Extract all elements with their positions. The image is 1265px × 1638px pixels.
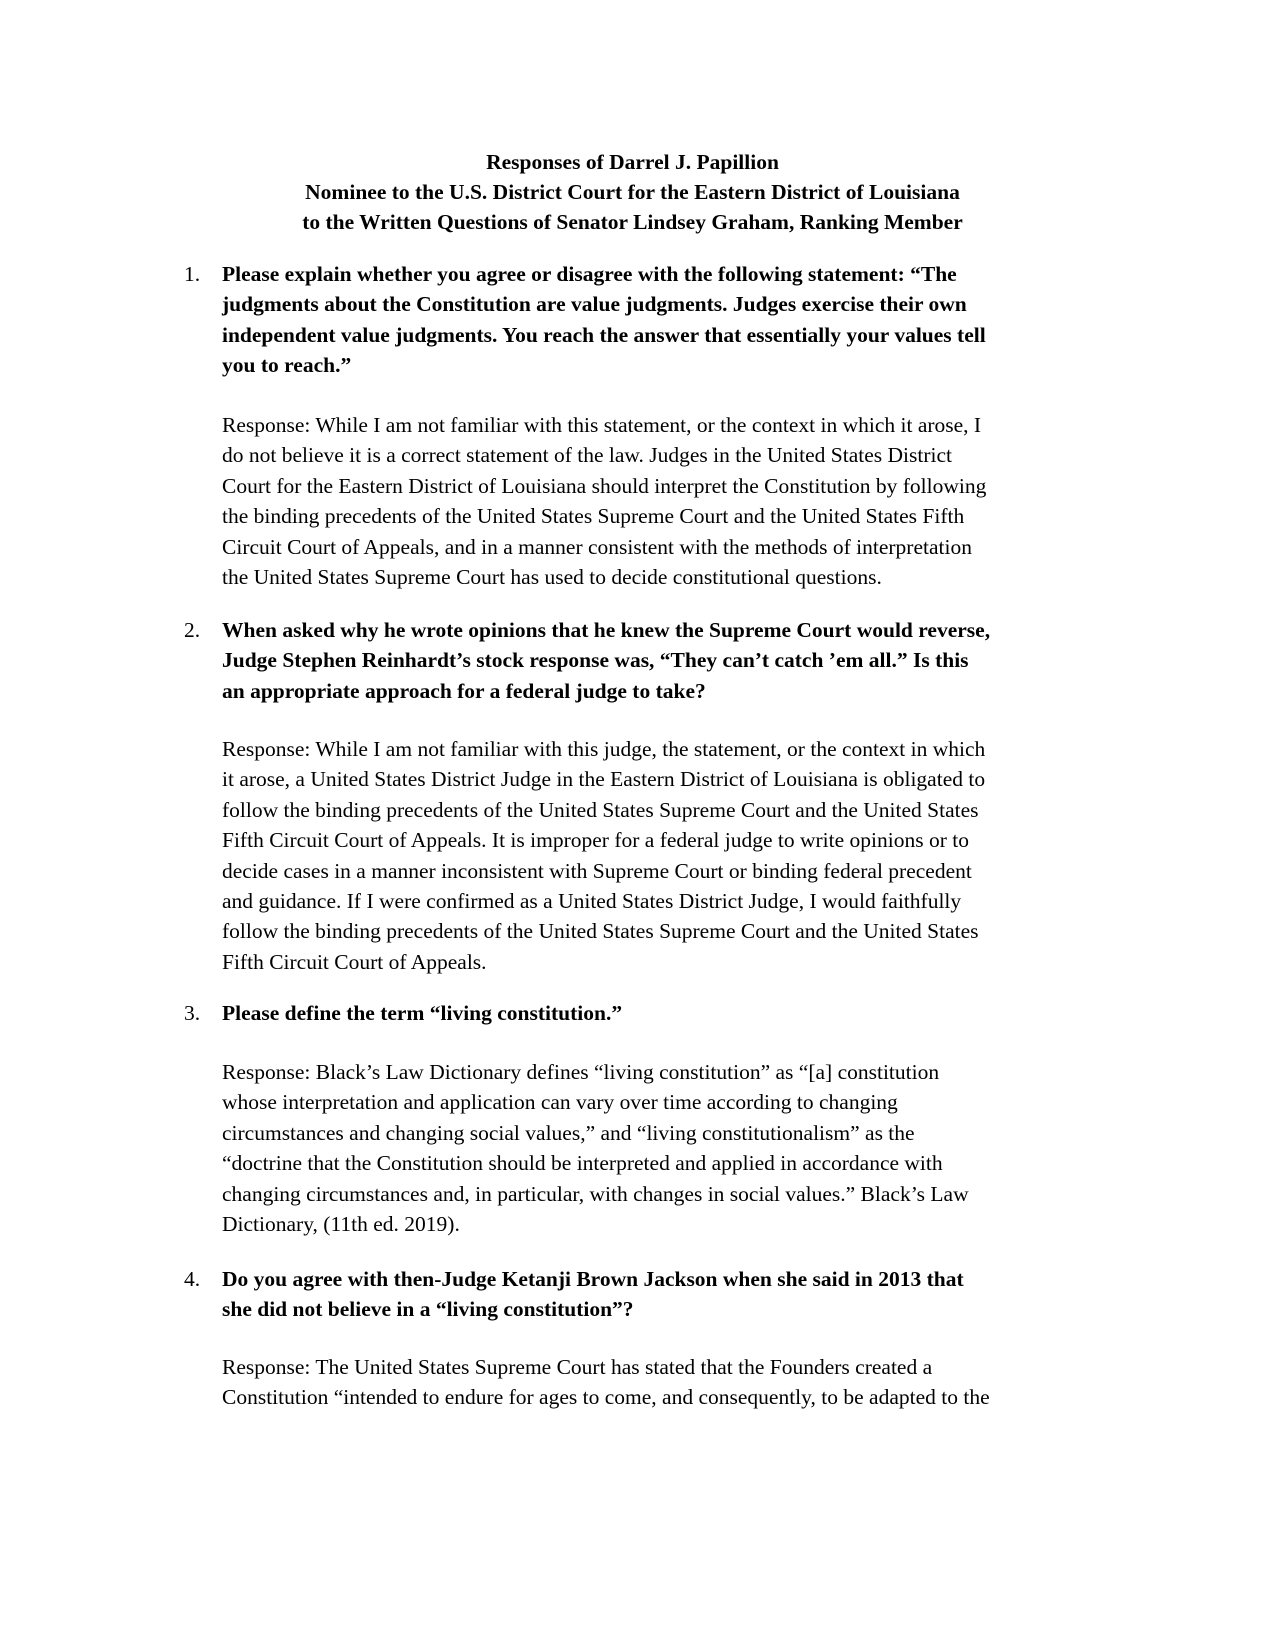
question-number: 4. — [184, 1267, 201, 1291]
response-line: whose interpretation and application can vary over time according to changing — [222, 1090, 898, 1115]
question-line: Please explain whether you agree or disagree with the following statement: “The — [222, 262, 957, 286]
question-number: 3. — [184, 1001, 201, 1025]
response-line: follow the binding precedents of the United States Supreme Court and the United States — [222, 797, 979, 822]
response-line: Response: While I am not familiar with this statement, or the context in which it arose, I — [222, 413, 982, 437]
response-1 — [222, 410, 1110, 592]
question-line: judgments about the Constitution are value judgments. Judges exercise their own — [222, 292, 967, 317]
question-number: 2. — [184, 618, 201, 642]
question-line: you to reach.” — [222, 353, 352, 378]
question-2 — [184, 615, 1110, 706]
response-line: the binding precedents of the United States Supreme Court and the United States Fifth — [222, 504, 965, 529]
response-line: decide cases in a manner inconsistent with Supreme Court or binding federal precedent — [222, 858, 972, 883]
response-line: the United States Supreme Court has used to decide constitutional questions. — [222, 565, 882, 590]
document-header — [0, 147, 1265, 237]
question-number: 1. — [184, 262, 201, 286]
response-line: Circuit Court of Appeals, and in a manner consistent with the methods of interpretation — [222, 534, 972, 559]
question-line: Judge Stephen Reinhardt’s stock response was, “They can’t catch ’em all.” Is this — [222, 648, 969, 673]
response-3 — [222, 1057, 1110, 1239]
response-line: “doctrine that the Constitution should be interpreted and applied in accordance with — [222, 1151, 943, 1176]
response-line: follow the binding precedents of the United States Supreme Court and the United States — [222, 919, 979, 944]
response-line: Dictionary, (11th ed. 2019). — [222, 1212, 460, 1237]
response-4 — [222, 1352, 1110, 1413]
question-line: Please define the term “living constitution.” — [222, 1001, 623, 1025]
question-4 — [184, 1264, 1110, 1325]
response-line: Response: Black’s Law Dictionary defines “living constitution” as “[a] constitution — [222, 1060, 940, 1084]
response-line: changing circumstances and, in particular, with changes in social values.” Black’s Law — [222, 1181, 969, 1206]
question-line: she did not believe in a “living constitution”? — [222, 1297, 634, 1322]
question-line: independent value judgments. You reach the answer that essentially your values tell — [222, 322, 986, 347]
response-line: Constitution “intended to endure for ages to come, and consequently, to be adapted to the — [222, 1385, 990, 1410]
question-line: When asked why he wrote opinions that he knew the Supreme Court would reverse, — [222, 618, 991, 642]
response-line: Fifth Circuit Court of Appeals. — [222, 949, 487, 974]
header-line-3: to the Written Questions of Senator Lindsey Graham, Ranking Member — [302, 210, 963, 234]
response-line: Court for the Eastern District of Louisiana should interpret the Constitution by following — [222, 473, 987, 498]
response-line: and guidance. If I were confirmed as a United States District Judge, I would faithfully — [222, 889, 962, 914]
question-line: an appropriate approach for a federal judge to take? — [222, 678, 706, 703]
question-3 — [184, 998, 1110, 1028]
response-line: Response: While I am not familiar with this judge, the statement, or the context in which — [222, 737, 986, 761]
response-2 — [222, 734, 1110, 977]
header-line-2: Nominee to the U.S. District Court for the Eastern District of Louisiana — [305, 180, 960, 204]
response-line: circumstances and changing social values,” and “living constitutionalism” as the — [222, 1120, 915, 1145]
header-line-1: Responses of Darrel J. Papillion — [486, 150, 779, 174]
question-1 — [184, 259, 1110, 381]
response-line: Fifth Circuit Court of Appeals. It is improper for a federal judge to write opinions or to — [222, 828, 969, 853]
response-line: do not believe it is a correct statement of the law. Judges in the United States District — [222, 443, 953, 468]
response-line: it arose, a United States District Judge in the Eastern District of Louisiana is obligated to — [222, 767, 986, 792]
response-line: Response: The United States Supreme Court has stated that the Founders created a — [222, 1355, 933, 1379]
question-line: Do you agree with then-Judge Ketanji Brown Jackson when she said in 2013 that — [222, 1267, 964, 1291]
